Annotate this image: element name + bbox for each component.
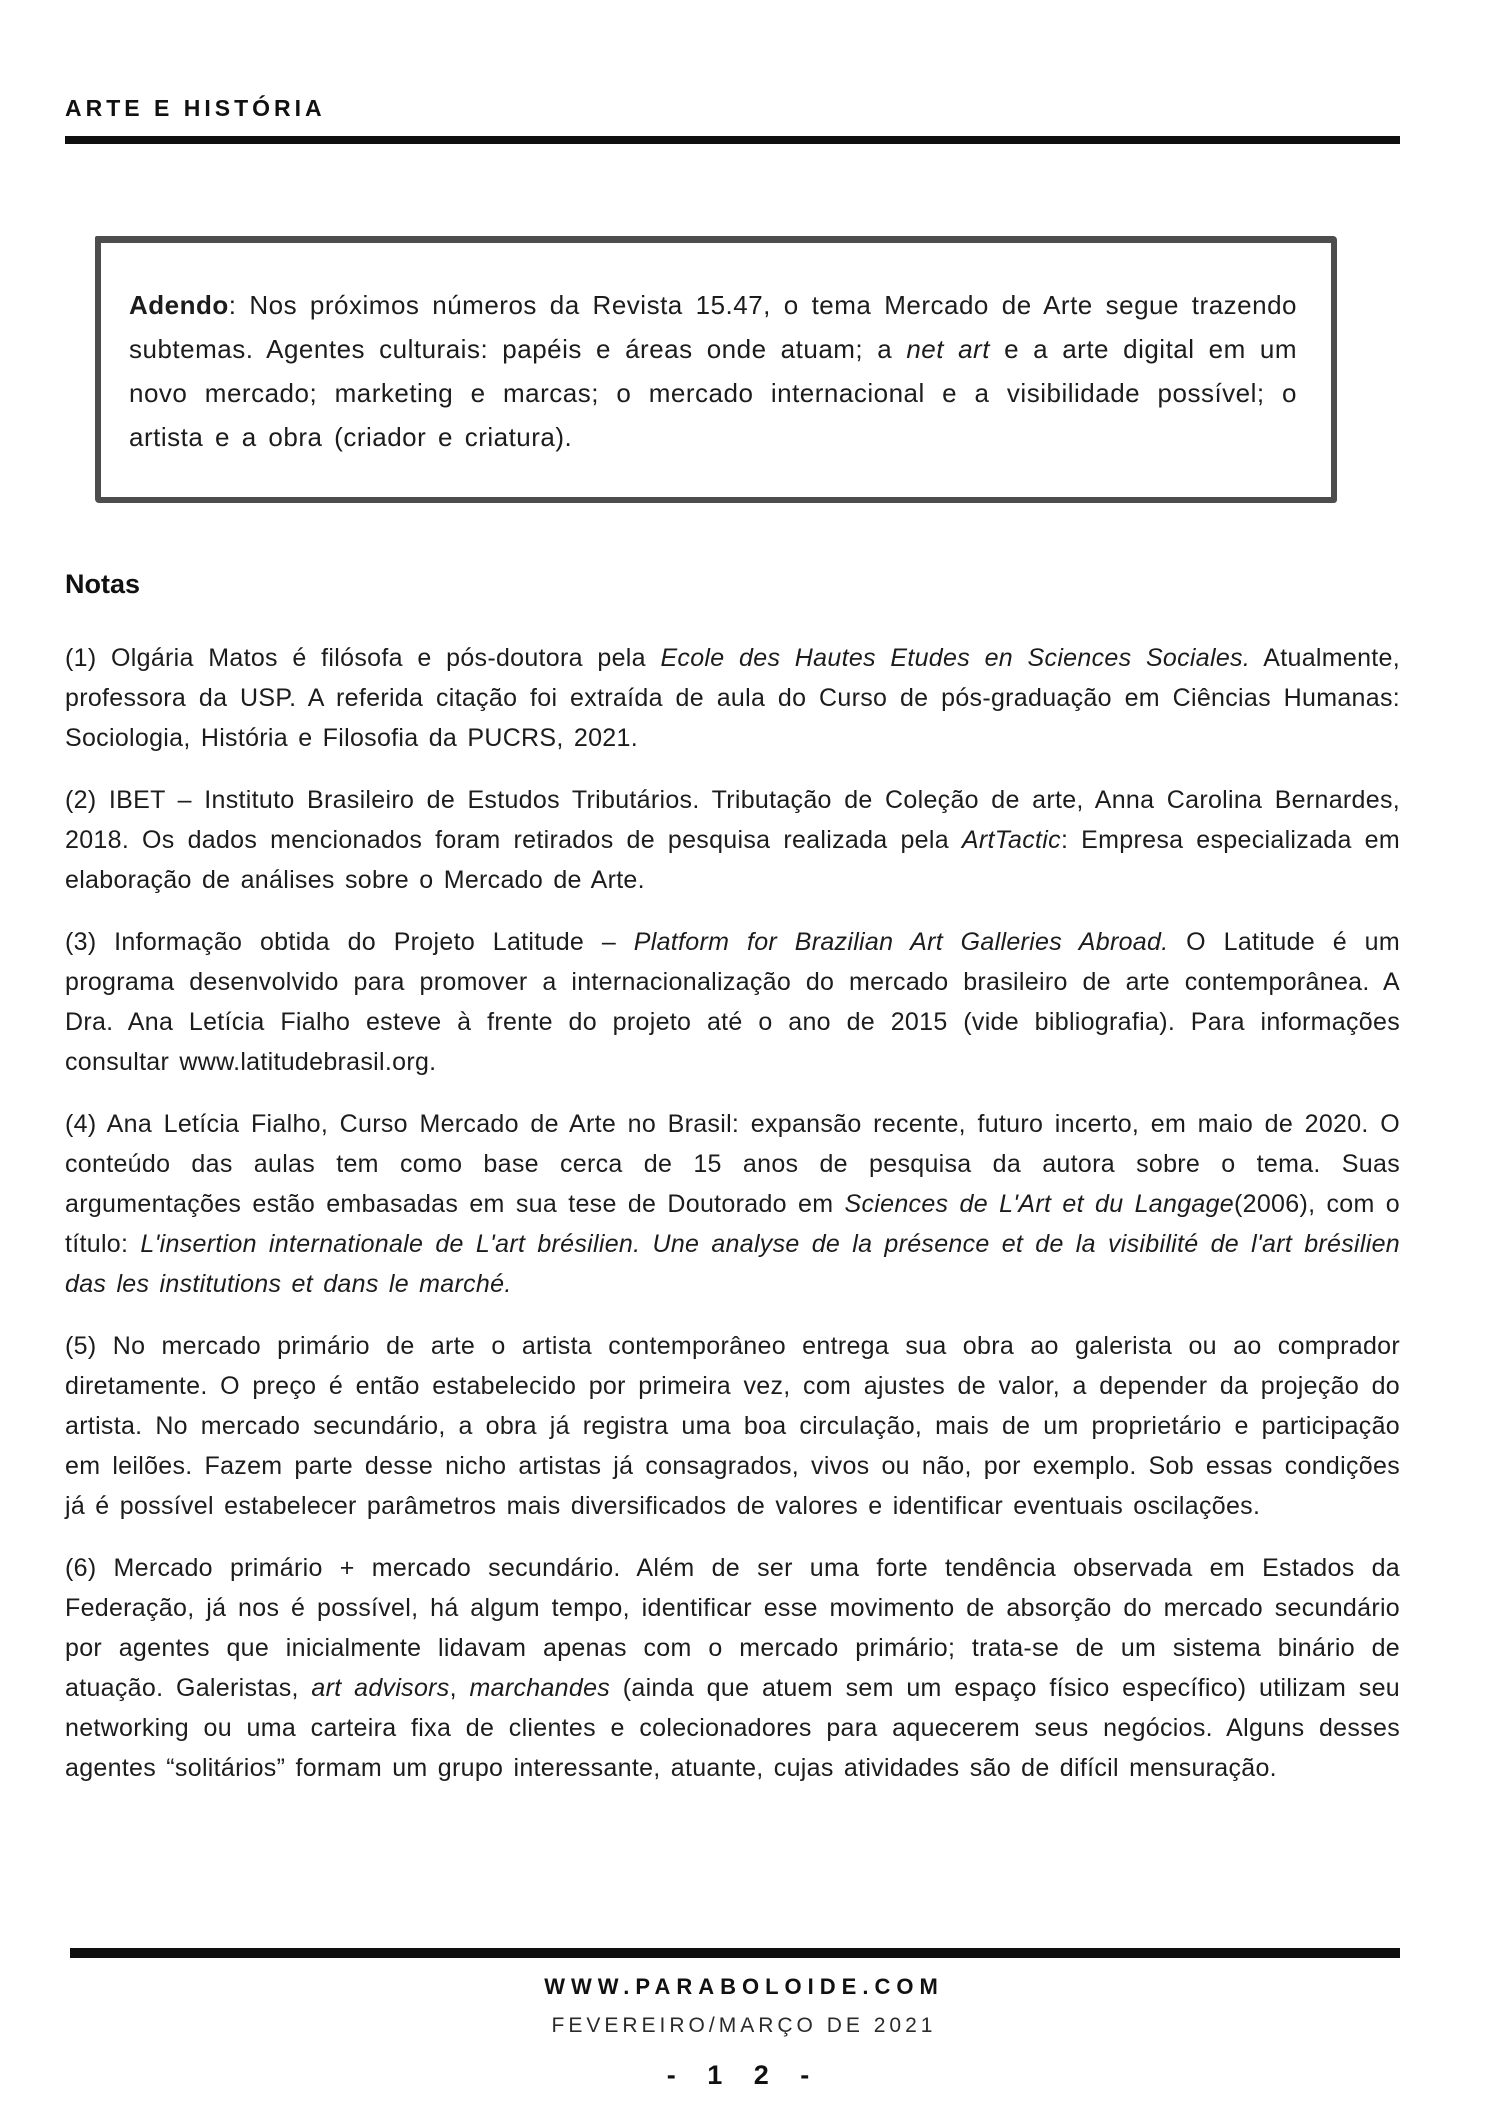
adendo-box (95, 236, 1337, 503)
note-paragraph-2: (2) IBET – Instituto Brasileiro de Estudos Tributários. Tributação de Coleção de arte, Anna Carolina Bernardes, 2018. Os dados mencionados foram retirados de pesquisa realizada pela ArtTactic: Empresa especializada em elaboração de análises sobre o Mercado de Arte. (65, 786, 1400, 894)
note-paragraph-5: (5) No mercado primário de arte o artista contemporâneo entrega sua obra ao galerista ou ao comprador diretamente. O preço é então estabelecido por primeira vez, com ajustes de valor, a depender da projeção do artista. No mercado secundário, a obra já registra uma boa circulação, mais de um proprietário e participação em leilões. Fazem parte desse nicho artistas já consagrados, vivos ou não, por exemplo. Sob essas condições já é possível estabelecer parâmetros mais diversificados de valores e identificar eventuais oscilações. (65, 1332, 1400, 1520)
notes-list (65, 638, 1400, 1788)
notes-heading: Notas (65, 569, 141, 599)
note-paragraph-6: (6) Mercado primário + mercado secundário. Além de ser uma forte tendência observada em Estados da Federação, já nos é possível, há algum tempo, identificar esse movimento de absorção do mercado secundário por agentes que inicialmente lidavam apenas com o mercado primário; trata-se de um sistema binário de atuação. Galeristas, art advisors, marchandes (ainda que atuem sem um espaço físico específico) utilizam seu networking ou uma carteira fixa de clientes e colecionadores para aquecerem seus negócios. Alguns desses agentes “solitários” formam um grupo interessante, atuante, cujas atividades são de difícil mensuração. (65, 1554, 1401, 1782)
page-section-title: ARTE E HISTÓRIA (65, 95, 326, 121)
footer-issue-date: FEVEREIRO/MARÇO DE 2021 (551, 2014, 937, 2037)
footer-website: WWW.PARABOLOIDE.COM (544, 1974, 944, 1999)
adendo-text: Adendo: Nos próximos números da Revista 15.47, o tema Mercado de Arte segue trazendo subtemas. Agentes culturais: papéis e áreas onde atuam; a net art e a arte digital em um novo mercado; marketing e marcas; o mercado internacional e a visibilidade possível; o artista e a obra (criador e criatura). (129, 290, 1297, 452)
note-paragraph-1: (1) Olgária Matos é filósofa e pós-doutora pela Ecole des Hautes Etudes en Sciences Sociales. Atualmente, professora da USP. A referida citação foi extraída de aula do Curso de pós-graduação em Ciências Humanas: Sociologia, História e Filosofia da PUCRS, 2021. (65, 644, 1400, 752)
footer-rule (70, 1948, 1400, 1958)
footer-page-number: - 1 2 - (666, 2060, 822, 2090)
note-paragraph-4: (4) Ana Letícia Fialho, Curso Mercado de Arte no Brasil: expansão recente, futuro incerto, em maio de 2020. O conteúdo das aulas tem como base cerca de 15 anos de pesquisa da autora sobre o tema. Suas argumentações estão embasadas em sua tese de Doutorado em Sciences de L'Art et du Langage(2006), com o título: L'insertion internationale de L'art brésilien. Une analyse de la présence et de la visibilité de l'art brésilien das les institutions et dans le marché. (65, 1110, 1400, 1298)
note-paragraph-3: (3) Informação obtida do Projeto Latitude – Platform for Brazilian Art Galleries Abroad. O Latitude é um programa desenvolvido para promover a internacionalização do mercado brasileiro de arte contemporânea. A Dra. Ana Letícia Fialho esteve à frente do projeto até o ano de 2015 (vide bibliografia). Para informações consultar www.latitudebrasil.org. (65, 928, 1400, 1076)
page-footer (0, 1948, 1488, 2091)
header-rule (65, 136, 1400, 144)
